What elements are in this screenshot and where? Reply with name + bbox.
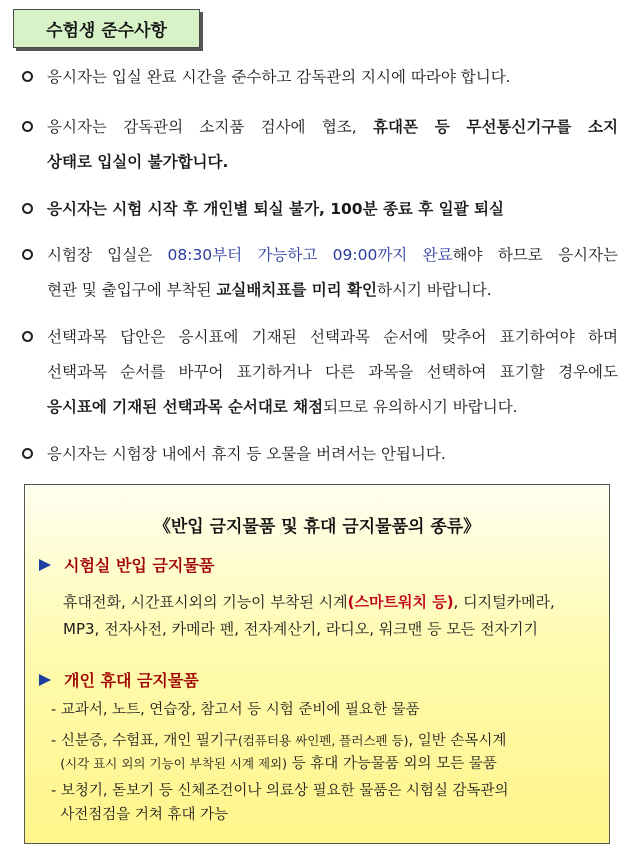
text-run: 응시자는 입실 완료 시간을 준수하고 감독관의 지시에 따라야 합니다.: [47, 68, 511, 86]
notice-line: [22, 273, 618, 308]
section-heading-text: 시험실 반입 금지물품: [64, 556, 215, 575]
circle-bullet-icon: [22, 448, 33, 459]
text-run: 응시자는 감독관의 소지품 검사에 협조,: [47, 118, 374, 136]
text-run: 휴대전화, 시간표시외의 기능이 부착된 시계: [63, 593, 348, 611]
notice-item: [22, 238, 618, 308]
section-heading-personal: [39, 668, 199, 691]
prohibited-items-box: [24, 484, 610, 844]
notice-item: [22, 60, 618, 95]
text-run: 응시자는 시험 시작 후 개인별 퇴실 불가, 100분 종료 후 일괄 퇴실: [47, 200, 504, 218]
text-run: 선택과목 순서를 바꾸어 표기하거나 다른 과목을 선택하여 표기할 경우에도: [47, 363, 618, 381]
text-run: (컴퓨터용 싸인펜, 플러스펜 등): [237, 733, 409, 748]
triangle-bullet-icon: [39, 674, 51, 686]
text-run: (시각 표시 외의 기능이 부착된 시계 제외): [60, 756, 288, 771]
dash-item-line: [51, 698, 591, 723]
text-run: 응시표에 기재된 선택과목 순서대로 채점: [47, 398, 324, 416]
circle-bullet-icon: [22, 249, 33, 260]
box-title: 《반입 금지물품 및 휴대 금지물품의 종류》: [153, 517, 481, 537]
circle-bullet-icon: [22, 331, 33, 342]
text-run: 사전점검을 거쳐 휴대 가능: [51, 807, 229, 823]
text-run: - 교과서, 노트, 연습장, 참고서 등 시험 준비에 필요한 물품: [51, 702, 420, 718]
notice-line: [22, 390, 618, 425]
text-run: , 일반 손목시계: [408, 733, 507, 749]
notice-line: [22, 145, 618, 180]
circle-bullet-icon: [22, 71, 33, 82]
notice-line: [22, 192, 618, 227]
section-text-line: [63, 589, 591, 616]
text-run: [51, 756, 60, 772]
notice-line: [22, 238, 618, 273]
text-run: 되므로 유의하시기 바랍니다.: [323, 398, 518, 416]
dash-item-line: [51, 751, 591, 777]
notice-item: [22, 437, 618, 472]
text-run: 상태로 입실이 불가합니다.: [47, 153, 229, 171]
text-run: 교실배치표를 미리 확인: [216, 281, 377, 299]
text-run: 08:30부터 가능하고 09:00까지 완료: [167, 246, 453, 264]
text-run: 휴대폰 등 무선통신기구를 소지: [373, 118, 619, 136]
circle-bullet-icon: [22, 121, 33, 132]
circle-bullet-icon: [22, 203, 33, 214]
text-run: MP3, 전자사전, 카메라 펜, 전자계산기, 라디오, 워크맨 등 모든 전자기기: [63, 620, 539, 638]
page-title: 수험생 준수사항: [13, 9, 200, 48]
triangle-bullet-icon: [39, 559, 51, 571]
section-heading-text: 개인 휴대 금지물품: [64, 671, 199, 690]
notice-line: [22, 320, 618, 355]
text-run: 하시기 바랍니다.: [376, 281, 492, 299]
text-run: - 신분증, 수험표, 개인 필기구: [51, 733, 238, 749]
notice-item: [22, 110, 618, 180]
text-run: (스마트워치 등): [347, 593, 454, 611]
notice-line: [22, 437, 618, 472]
notice-item: [22, 320, 618, 425]
text-run: 현관 및 출입구에 부착된: [47, 281, 217, 299]
notice-item: [22, 192, 618, 227]
text-run: 해야 하므로 응시자는: [452, 246, 618, 264]
section-text-line: [63, 616, 591, 643]
text-run: - 보청기, 돋보기 등 신체조건이나 의료상 필요한 물품은 시험실 감독관의: [51, 783, 509, 799]
section-heading-exam-room: [39, 553, 214, 576]
dash-item-line: [51, 803, 591, 828]
text-run: 응시자는 시험장 내에서 휴지 등 오물을 버려서는 안됩니다.: [47, 445, 446, 463]
text-run: 등 휴대 가능물품 외의 모든 물품: [287, 756, 497, 772]
text-run: , 디지털카메라,: [453, 593, 555, 611]
dash-item-line: [51, 779, 591, 804]
notice-line: [22, 60, 618, 95]
notice-line: [22, 355, 618, 390]
text-run: 선택과목 답안은 응시표에 기재된 선택과목 순서에 맞추어 표기하여야 하며: [47, 328, 618, 346]
text-run: 시험장 입실은: [47, 246, 168, 264]
notice-line: [22, 110, 618, 145]
